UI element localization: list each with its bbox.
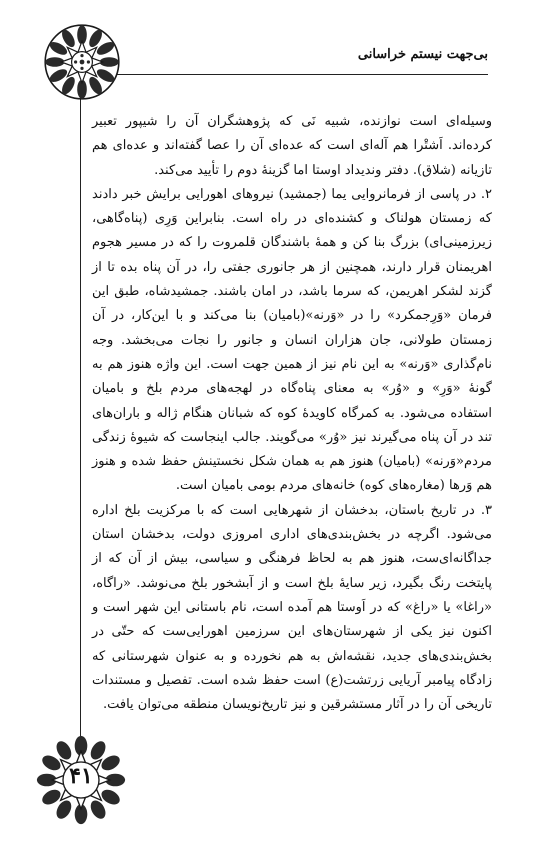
paragraph-note-3: ۳. در تاریخ باستان، بدخشان از شهرهایی است که با مرکزیت بلخ اداره می‌شود. اگرچه در بخش‌بندی‌های اداری امروزی دولت، بدخشان استان جداگانه‌ای‌ست، هنوز هم به لحاظ فرهنگی و سیاسی، بیش از آن که از پایتخت رنگ بگیرد، زیر سایهٔ بلخ است و از آبشخور بلخ می‌نوشد. «راگاه، «راغا» یا «راغ» که در اَوستا هم آمده است، نام باستانی این شهر است و اکنون نیز یکی از شهرستان‌های این سرزمین اهورایی‌ست که حتّی در بخش‌بندی‌های جدید، نقشه‌اش به هم نخورده و به عنوان شهرستانی که زادگاه پیامبر آریایی زرتشت(ع) است حفظ شده است. تفصیل و مستندات تاریخی آن را در آثار مستشرقین و نیز تاریخ‌نویسان منطقه می‌توان یافت. xyxy=(92,502,492,713)
body-text xyxy=(92,110,492,717)
running-header-title: بی‌جهت نیستم خراسانی xyxy=(357,47,488,62)
page-number: ۴۱ xyxy=(69,763,93,789)
rosette-ornament-icon xyxy=(42,22,122,102)
margin-vertical-rule xyxy=(80,60,81,775)
header-rule xyxy=(80,74,488,75)
paragraph-continuation: وسیله‌ای است نوازنده، شبیه نَی که پژوهشگران آن را شیپور تعبیر کرده‌اند. اَشتْرا هم آله‌ای است که عده‌ای آن را عصا گفته‌اند و عده‌ای هم تازیانه (شلاق). دفتر وندیداد اوستا اما گزینهٔ دوم را تأیید می‌کند. xyxy=(92,114,492,178)
paragraph-note-2: ۲. در پاسی از فرمانروایی یما (جمشید) نیروهای اهورایی برایش خبر دادند که زمستان هولناک و کشنده‌ای در راه است. بنابراین وَرِی (پناه‌گاهی، زیرزمینی‌ای) بزرگ بنا کن و همهٔ باشندگان قلمروت را که در مسیر هجوم اهریمنان قرار دارند، همچنین از هر جانوری جفتی را، در آن پناه بده تا از گزند لشکر اهریمن، که سرما باشد، در امان باشند. جمشیدشاه، طبق این فرمان «وَرِجمکرد» را در «وَرنه»(بامیان) بنا می‌کند و با این‌کار، در آن زمستان طولانی، جان هزاران انسان و جانور را نجات می‌بخشد. وجه نام‌گذاری «وَرنه» به این نام نیز از همین جهت است. این واژه هنوز هم به گونهٔ «وَرِ» و «وُر» به معنای پناه‌گاه در لهجه‌های مردم بلخ و بامیان استفاده می‌شود. به کمرگاه کاویدهٔ کوه که شبانان هنگام ژاله و باران‌های تند در آن پناه می‌گیرند نیز «وُر» می‌گویند. جالب اینجاست که شیوهٔ زندگی مردم«وَرنه» (بامیان) هنوز هم به همان شکل نخستینش حفظ شده و هنوز هم وَرها (مغاره‌های کوه) خانه‌های مردم بومی بامیان است. xyxy=(92,186,492,494)
